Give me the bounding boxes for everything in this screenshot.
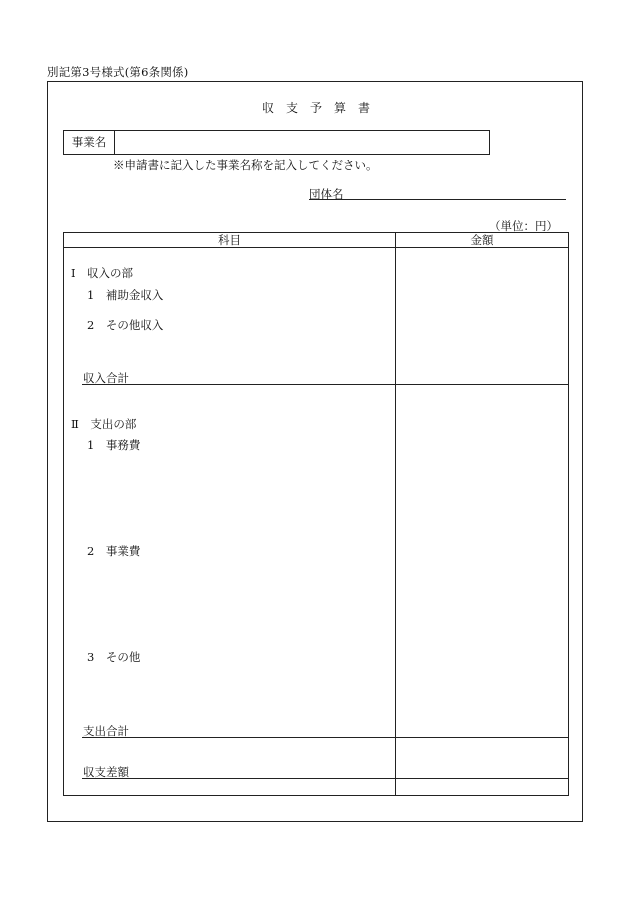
income-section-heading: Ⅰ 収入の部 bbox=[71, 266, 134, 280]
organization-label: 団体名 bbox=[309, 187, 344, 201]
expense-section-heading: Ⅱ 支出の部 bbox=[71, 417, 137, 431]
balance-label: 収支差額 bbox=[83, 765, 129, 779]
income-item-subsidy: 1 補助金収入 bbox=[87, 288, 164, 302]
income-total-label: 収入合計 bbox=[83, 371, 129, 385]
expense-item-office: 1 事務費 bbox=[87, 438, 141, 452]
subject-column-header: 科目 bbox=[64, 233, 396, 248]
expense-amount-divider bbox=[395, 737, 569, 738]
project-name-label: 事業名 bbox=[64, 131, 115, 154]
document-title: 収支予算書 bbox=[261, 101, 382, 115]
amount-column-header: 金額 bbox=[396, 233, 568, 248]
form-number-label: 別記第3号様式(第6条関係) bbox=[47, 65, 189, 79]
expense-total-label: 支出合計 bbox=[83, 724, 129, 738]
income-total-amount-cell[interactable] bbox=[397, 370, 565, 384]
unit-label: （単位：円） bbox=[489, 219, 558, 233]
income-item-other: 2 その他収入 bbox=[87, 318, 164, 332]
balance-underline bbox=[82, 778, 396, 779]
expense-item-project: 2 事業費 bbox=[87, 544, 141, 558]
project-name-box bbox=[63, 130, 490, 155]
column-divider bbox=[395, 233, 396, 795]
expense-total-underline bbox=[82, 737, 396, 738]
budget-table bbox=[63, 232, 569, 796]
project-name-field[interactable] bbox=[115, 131, 489, 154]
budget-form-frame bbox=[47, 81, 583, 822]
expense-item-other: 3 その他 bbox=[87, 650, 141, 664]
income-total-underline bbox=[82, 384, 396, 385]
project-name-note: ※申請書に記入した事業名称を記入してください。 bbox=[113, 158, 378, 172]
organization-name-field[interactable] bbox=[309, 199, 566, 200]
income-amount-divider bbox=[395, 384, 569, 385]
balance-amount-divider bbox=[395, 778, 569, 779]
